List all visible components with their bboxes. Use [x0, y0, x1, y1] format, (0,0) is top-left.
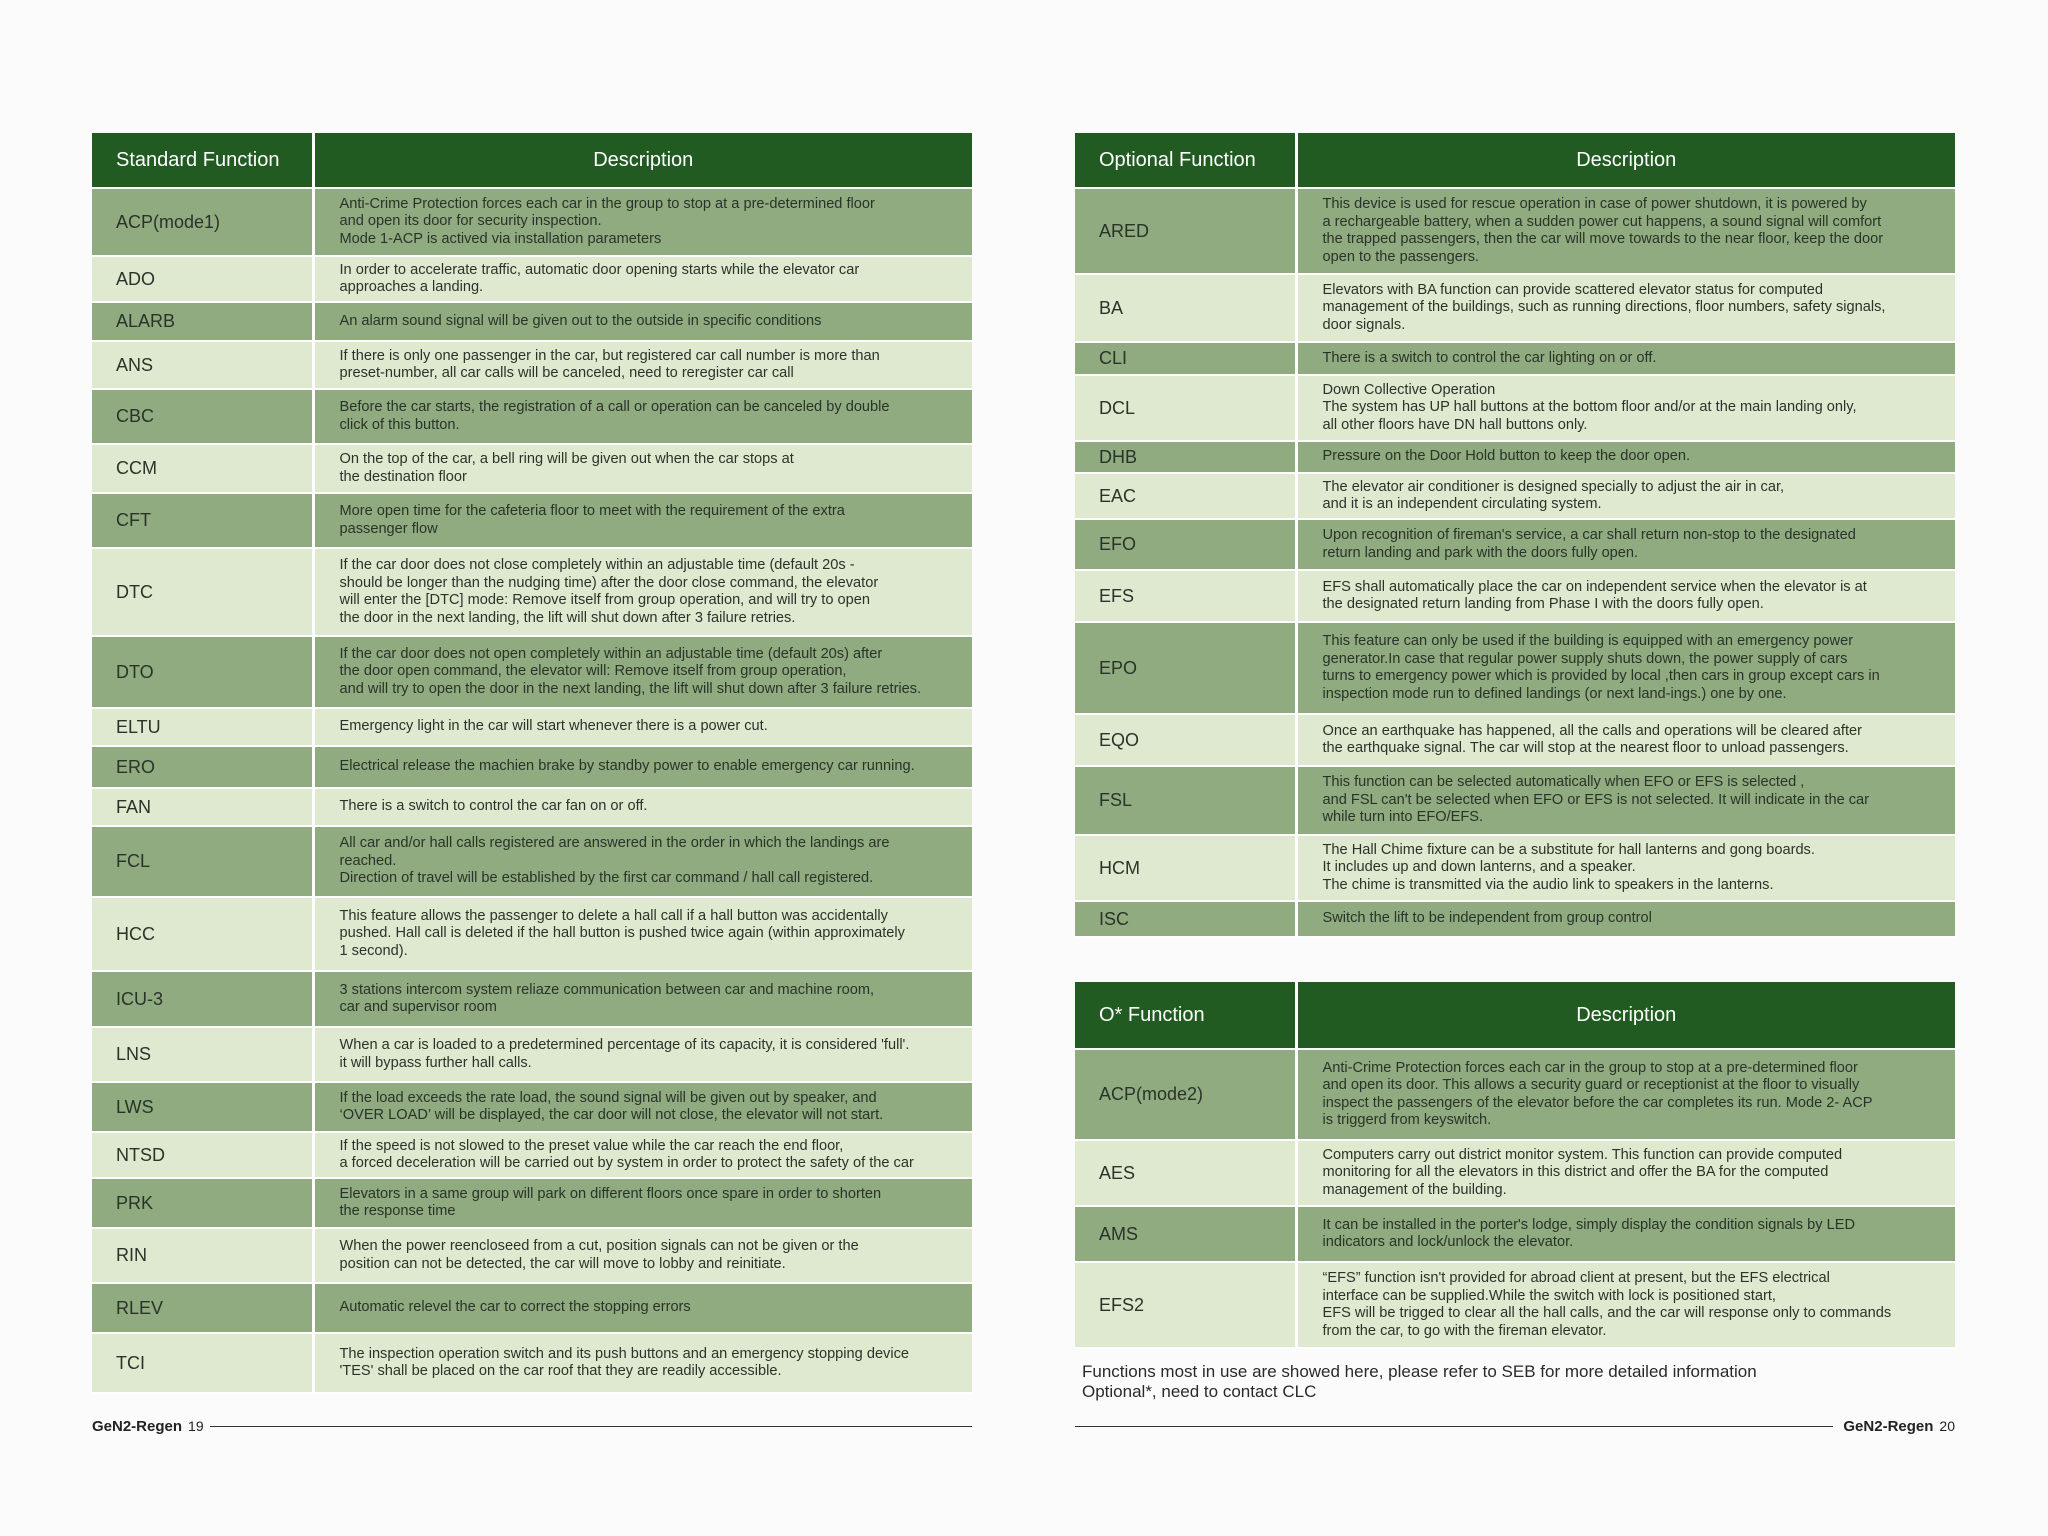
table-row	[92, 1027, 972, 1082]
function-code: ICU-3	[92, 971, 313, 1027]
function-code: EQO	[1075, 714, 1296, 766]
table-row	[92, 188, 972, 256]
table-row	[92, 1228, 972, 1283]
function-description: If there is only one passenger in the car, but registered car call number is more than preset-number, all car calls will be canceled, need to reregister car call	[313, 341, 972, 389]
header-description: Description	[1296, 982, 1955, 1049]
function-description: Emergency light in the car will start whenever there is a power cut.	[313, 708, 972, 746]
function-code: EFO	[1075, 519, 1296, 570]
footnote	[1082, 1362, 1757, 1402]
footer-brand: GeN2-Regen	[1843, 1417, 1934, 1435]
table-header-row	[92, 133, 972, 188]
table-row	[92, 746, 972, 788]
function-code: HCC	[92, 897, 313, 971]
function-code: EPO	[1075, 622, 1296, 714]
function-code: EFS2	[1075, 1262, 1296, 1348]
function-description: Automatic relevel the car to correct the stopping errors	[313, 1283, 972, 1333]
table-row	[1075, 1140, 1955, 1206]
function-code: ADO	[92, 256, 313, 302]
function-description: Elevators with BA function can provide scattered elevator status for computed management of the buildings, such as running directions, floor numbers, safety signals, door signals.	[1296, 274, 1955, 342]
table-row	[92, 1333, 972, 1393]
table-row	[92, 971, 972, 1027]
function-description: On the top of the car, a bell ring will be given out when the car stops at the destination floor	[313, 444, 972, 493]
standard-function-table	[92, 133, 972, 1394]
table-row	[1075, 342, 1955, 375]
table-row	[1075, 1206, 1955, 1262]
function-description: There is a switch to control the car fan on or off.	[313, 788, 972, 826]
function-code: FCL	[92, 826, 313, 897]
table-row	[1075, 766, 1955, 835]
function-description: If the car door does not open completely within an adjustable time (default 20s) after the door open command, the elevator will: Remove itself from group operation, and will try to open the door in the next landing, the lift will shut down after 3 failure retries.	[313, 636, 972, 708]
function-code: ERO	[92, 746, 313, 788]
function-code: EFS	[1075, 570, 1296, 622]
function-code: NTSD	[92, 1132, 313, 1178]
function-code: ALARB	[92, 302, 313, 341]
function-description: If the speed is not slowed to the preset value while the car reach the end floor, a forced deceleration will be carried out by system in order to protect the safety of the car	[313, 1132, 972, 1178]
function-code: ARED	[1075, 188, 1296, 274]
function-description: 3 stations intercom system reliaze communication between car and machine room, car and supervisor room	[313, 971, 972, 1027]
function-description: When a car is loaded to a predetermined percentage of its capacity, it is considered 'full'. it will bypass further hall calls.	[313, 1027, 972, 1082]
function-description: Switch the lift to be independent from group control	[1296, 901, 1955, 937]
table-row	[1075, 188, 1955, 274]
function-description: Computers carry out district monitor system. This function can provide computed monitoring for all the elevators in this district and offer the BA for the computed management of the building.	[1296, 1140, 1955, 1206]
function-code: HCM	[1075, 835, 1296, 901]
function-description: EFS shall automatically place the car on independent service when the elevator is at the designated return landing from Phase I with the doors fully open.	[1296, 570, 1955, 622]
function-code: BA	[1075, 274, 1296, 342]
table-row	[92, 788, 972, 826]
function-code: DCL	[1075, 375, 1296, 441]
table-row	[92, 1082, 972, 1132]
function-code: CLI	[1075, 342, 1296, 375]
header-description: Description	[313, 133, 972, 188]
footnote-line-1: Functions most in use are showed here, please refer to SEB for more detailed information	[1082, 1362, 1757, 1381]
table-row	[1075, 274, 1955, 342]
o-star-function-table	[1075, 982, 1955, 1349]
table-row	[1075, 622, 1955, 714]
table-row	[92, 389, 972, 444]
table-row	[1075, 473, 1955, 519]
page-number: 19	[188, 1418, 204, 1434]
function-description: This function can be selected automatically when EFO or EFS is selected , and FSL can't be selected when EFO or EFS is not selected. It will indicate in the car while turn into EFO/EFS.	[1296, 766, 1955, 835]
function-code: AMS	[1075, 1206, 1296, 1262]
function-description: It can be installed in the porter's lodge, simply display the condition signals by LED indicators and lock/unlock the elevator.	[1296, 1206, 1955, 1262]
function-code: CCM	[92, 444, 313, 493]
table-row	[1075, 901, 1955, 937]
footer-rule	[210, 1426, 972, 1427]
table-row	[92, 826, 972, 897]
function-code: ELTU	[92, 708, 313, 746]
function-code: DTC	[92, 548, 313, 636]
function-description: Upon recognition of fireman's service, a car shall return non-stop to the designated return landing and park with the doors fully open.	[1296, 519, 1955, 570]
function-code: DTO	[92, 636, 313, 708]
table-header-row	[1075, 982, 1955, 1049]
function-description: If the car door does not close completely within an adjustable time (default 20s - should be longer than the nudging time) after the door close command, the elevator will enter the [DTC] mode: Remove itself from group operation, and will try to open the door in the next landing, the lift will shut down after 3 failure retries.	[313, 548, 972, 636]
function-description: When the power reencloseed from a cut, position signals can not be given or the position can not be detected, the car will move to lobby and reinitiate.	[313, 1228, 972, 1283]
table-row	[92, 444, 972, 493]
table-row	[1075, 835, 1955, 901]
function-description: An alarm sound signal will be given out to the outside in specific conditions	[313, 302, 972, 341]
function-code: RLEV	[92, 1283, 313, 1333]
optional-function-table	[1075, 133, 1955, 938]
function-code: FAN	[92, 788, 313, 826]
table-body	[1075, 188, 1955, 937]
function-description: Elevators in a same group will park on different floors once spare in order to shorten the response time	[313, 1178, 972, 1228]
header-function: Standard Function	[92, 133, 313, 188]
header-description: Description	[1296, 133, 1955, 188]
function-description: Before the car starts, the registration of a call or operation can be canceled by double click of this button.	[313, 389, 972, 444]
function-description: This feature can only be used if the building is equipped with an emergency power generator.In case that regular power supply shuts down, the power supply of cars turns to emergency power which is provided by local ,then cars in group except cars in inspection mode run to defined landings (or next land-ings.) one by one.	[1296, 622, 1955, 714]
footer-left	[92, 1414, 972, 1438]
function-description: The elevator air conditioner is designed specially to adjust the air in car, and it is an independent circulating system.	[1296, 473, 1955, 519]
table-row	[92, 708, 972, 746]
function-description: In order to accelerate traffic, automatic door opening starts while the elevator car approaches a landing.	[313, 256, 972, 302]
table-row	[92, 548, 972, 636]
footer-rule	[1075, 1426, 1833, 1427]
table-row	[1075, 441, 1955, 473]
function-description: More open time for the cafeteria floor to meet with the requirement of the extra passenger flow	[313, 493, 972, 548]
function-description: Down Collective Operation The system has UP hall buttons at the bottom floor and/or at the main landing only, all other floors have DN hall buttons only.	[1296, 375, 1955, 441]
function-code: ACP(mode1)	[92, 188, 313, 256]
footer-brand: GeN2-Regen	[92, 1417, 183, 1435]
function-code: DHB	[1075, 441, 1296, 473]
function-code: FSL	[1075, 766, 1296, 835]
table-row	[92, 1283, 972, 1333]
function-code: TCI	[92, 1333, 313, 1393]
table-row	[92, 897, 972, 971]
function-description: Anti-Crime Protection forces each car in the group to stop at a pre-determined floor and open its door for security inspection. Mode 1-ACP is actived via installation parameters	[313, 188, 972, 256]
table-row	[1075, 375, 1955, 441]
table-header-row	[1075, 133, 1955, 188]
function-code: EAC	[1075, 473, 1296, 519]
table-row	[92, 256, 972, 302]
footer-right	[1075, 1414, 1955, 1438]
function-description: Electrical release the machien brake by standby power to enable emergency car running.	[313, 746, 972, 788]
function-code: AES	[1075, 1140, 1296, 1206]
function-code: CFT	[92, 493, 313, 548]
function-code: ANS	[92, 341, 313, 389]
function-code: LNS	[92, 1027, 313, 1082]
footnote-line-2: Optional*, need to contact CLC	[1082, 1382, 1317, 1401]
function-description: This feature allows the passenger to delete a hall call if a hall button was accidentally pushed. Hall call is deleted if the hall button is pushed twice again (within approximately 1 second).	[313, 897, 972, 971]
function-description: Pressure on the Door Hold button to keep the door open.	[1296, 441, 1955, 473]
table-row	[1075, 519, 1955, 570]
function-description: If the load exceeds the rate load, the sound signal will be given out by speaker, and ‘OVER LOAD’ will be displayed, the car door will not close, the elevator will not start.	[313, 1082, 972, 1132]
function-code: ACP(mode2)	[1075, 1049, 1296, 1140]
table-row	[92, 636, 972, 708]
function-code: PRK	[92, 1178, 313, 1228]
header-function: Optional Function	[1075, 133, 1296, 188]
function-description: The Hall Chime fixture can be a substitute for hall lanterns and gong boards. It includes up and down lanterns, and a speaker. The chime is transmitted via the audio link to speakers in the lanterns.	[1296, 835, 1955, 901]
table-row	[92, 341, 972, 389]
table-body	[1075, 1049, 1955, 1348]
header-function: O* Function	[1075, 982, 1296, 1049]
table-row	[92, 302, 972, 341]
table-row	[1075, 1049, 1955, 1140]
page-number: 20	[1939, 1418, 1955, 1434]
table-row	[1075, 1262, 1955, 1348]
function-code: LWS	[92, 1082, 313, 1132]
function-description: There is a switch to control the car lighting on or off.	[1296, 342, 1955, 375]
function-description: All car and/or hall calls registered are answered in the order in which the landings are reached. Direction of travel will be established by the first car command / hall call registered.	[313, 826, 972, 897]
table-row	[92, 1178, 972, 1228]
table-body	[92, 188, 972, 1393]
function-description: Once an earthquake has happened, all the calls and operations will be cleared after the earthquake signal. The car will stop at the nearest floor to unload passengers.	[1296, 714, 1955, 766]
table-row	[92, 1132, 972, 1178]
function-description: The inspection operation switch and its push buttons and an emergency stopping device 'TES' shall be placed on the car roof that they are readily accessible.	[313, 1333, 972, 1393]
function-code: ISC	[1075, 901, 1296, 937]
function-code: CBC	[92, 389, 313, 444]
table-row	[1075, 714, 1955, 766]
function-description: “EFS” function isn't provided for abroad client at present, but the EFS electrical interface can be supplied.While the switch with lock is positioned start, EFS will be trigged to clear all the hall calls, and the car will response only to commands from the car, to go with the fireman elevator.	[1296, 1262, 1955, 1348]
function-code: RIN	[92, 1228, 313, 1283]
table-row	[1075, 570, 1955, 622]
function-description: This device is used for rescue operation in case of power shutdown, it is powered by a rechargeable battery, when a sudden power cut happens, a sound signal will comfort the trapped passengers, then the car will move towards to the near floor, keep the door open to the passengers.	[1296, 188, 1955, 274]
function-description: Anti-Crime Protection forces each car in the group to stop at a pre-determined floor and open its door. This allows a security guard or receptionist at the floor to visually inspect the passengers of the elevator before the car completes its run. Mode 2- ACP is triggerd from keyswitch.	[1296, 1049, 1955, 1140]
table-row	[92, 493, 972, 548]
